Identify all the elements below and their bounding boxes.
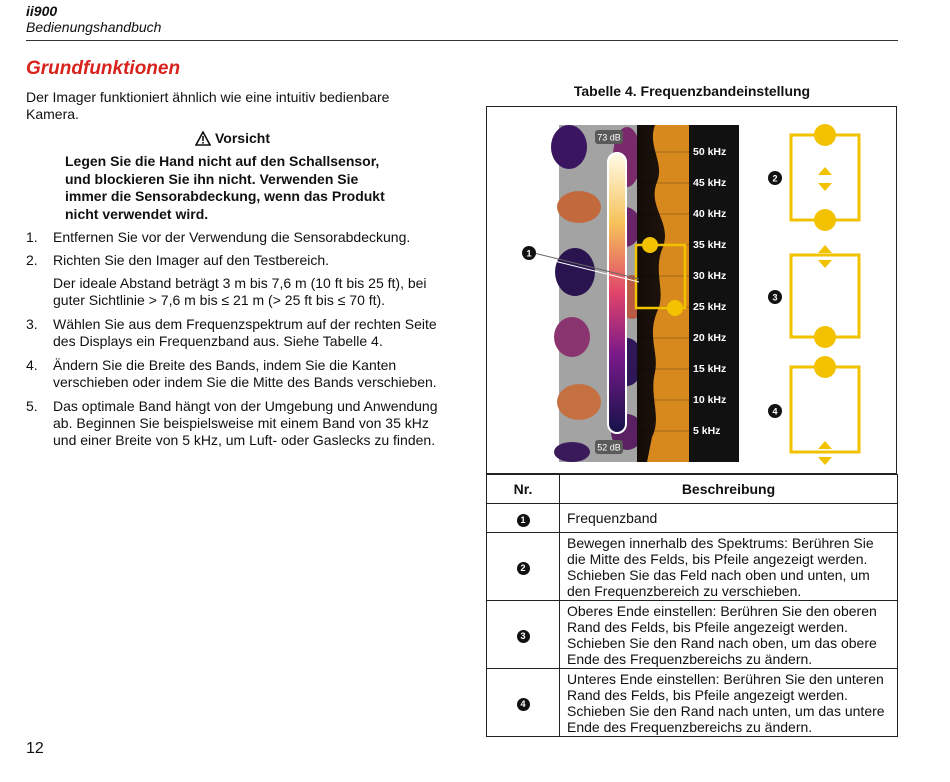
caution-title: Vorsicht — [215, 130, 270, 146]
row-number-badge: 2 — [517, 562, 530, 575]
step-1 — [26, 229, 441, 246]
table-row — [487, 669, 898, 737]
freq-label: 45 kHz — [693, 177, 727, 189]
freq-label: 10 kHz — [693, 394, 727, 406]
row-description: Frequenzband — [560, 504, 898, 533]
upper-edge-bottom-handle — [814, 326, 836, 348]
page-number: 12 — [26, 740, 44, 757]
arrow-down-icon — [818, 183, 832, 191]
freq-label: 25 kHz — [693, 301, 727, 313]
step-5 — [26, 398, 441, 449]
row-number-badge: 3 — [517, 630, 530, 643]
step-text: Ändern Sie die Breite des Bands, indem Sie die Kanten verschieben oder indem Sie die Mitte des Bands verschieben. — [53, 357, 437, 390]
step-number: 1. — [26, 229, 38, 245]
table-header-row — [487, 475, 898, 504]
freq-label: 20 kHz — [693, 332, 727, 344]
callout-1-label: 1 — [526, 248, 532, 259]
header-divider — [26, 40, 898, 41]
db-bottom-label: 52 dB — [597, 442, 621, 453]
caution-text: Legen Sie die Hand nicht auf den Schallsensor, und blockieren Sie ihn nicht. Verwenden Sie immer die Sensorabdeckung, wenn das Produkt nicht verwendet wird. — [65, 153, 385, 222]
callout-3-label: 3 — [772, 292, 778, 303]
db-scale-bar — [608, 153, 626, 433]
lower-edge-top-handle — [814, 356, 836, 378]
step-4 — [26, 357, 441, 391]
arrow-up-icon — [818, 441, 832, 449]
freq-label: 15 kHz — [693, 363, 727, 375]
row-description: Unteres Ende einstellen: Berühren Sie den unteren Rand des Felds, bis Pfeile angezeigt werden. Schieben Sie den Rand nach unten, um das untere Ende des Frequenzbereichs zu ändern. — [560, 669, 898, 737]
step-text: Richten Sie den Imager auf den Testbereich. — [53, 252, 330, 268]
move-band-box — [791, 135, 859, 220]
step-number: 5. — [26, 398, 38, 414]
row-description: Bewegen innerhalb des Spektrums: Berühren Sie die Mitte des Felds, bis Pfeile angezeigt werden. Schieben Sie das Feld nach oben und unten, um den Frequenzbereich zu verschieben. — [560, 533, 898, 601]
move-bottom-handle — [814, 209, 836, 231]
band-bottom-handle[interactable] — [667, 300, 683, 316]
frequency-band-figure — [487, 107, 898, 475]
freq-label-strip — [689, 125, 739, 462]
step-text: Das optimale Band hängt von der Umgebung und Anwendung ab. Beginnen Sie beispielsweise mit einem Band von 35 kHz und einer Breite von 5 kHz, um Luft- oder Gaslecks zu finden. — [53, 398, 438, 448]
step-number: 2. — [26, 252, 38, 268]
band-top-handle[interactable] — [642, 237, 658, 253]
manual-model: ii900 — [26, 3, 58, 19]
table-row — [487, 601, 898, 669]
manual-subtitle: Bedienungshandbuch — [26, 19, 162, 35]
column-header-nr: Nr. — [487, 475, 560, 504]
move-top-handle — [814, 124, 836, 146]
column-header-description: Beschreibung — [560, 475, 898, 504]
step-text: Entfernen Sie vor der Verwendung die Sensorabdeckung. — [53, 229, 411, 245]
callout-2-label: 2 — [772, 173, 778, 184]
description-table — [486, 474, 898, 737]
step-note: Der ideale Abstand beträgt 3 m bis 7,6 m (10 ft bis 25 ft), bei guter Sichtlinie > 7,6 m bis ≤ 21 m (> 25 ft bis ≤ 70 ft). — [53, 275, 427, 308]
arrow-down-icon — [818, 260, 832, 268]
freq-label: 5 kHz — [693, 425, 721, 437]
step-3 — [26, 316, 441, 350]
step-text: Wählen Sie aus dem Frequenzspektrum auf der rechten Seite des Displays ein Frequenzband aus. Siehe Tabelle 4. — [53, 316, 437, 349]
step-number: 4. — [26, 357, 38, 373]
figure-box — [486, 106, 897, 474]
row-number-badge: 4 — [517, 698, 530, 711]
step-number: 3. — [26, 316, 38, 332]
callout-4-label: 4 — [772, 406, 778, 417]
row-description: Oberes Ende einstellen: Berühren Sie den oberen Rand des Felds, bis Pfeile angezeigt werden. Schieben Sie den Rand nach oben, um das obere Ende des Frequenzbereichs zu ändern. — [560, 601, 898, 669]
table-row — [487, 533, 898, 601]
freq-label: 35 kHz — [693, 239, 727, 251]
arrow-up-icon — [818, 245, 832, 253]
warning-triangle-icon — [195, 131, 211, 146]
caution-heading — [195, 130, 270, 146]
freq-label: 30 kHz — [693, 270, 727, 282]
table-title: Tabelle 4. Frequenzbandeinstellung — [573, 83, 811, 99]
freq-label: 40 kHz — [693, 208, 727, 220]
intro-paragraph: Der Imager funktioniert ähnlich wie eine intuitiv bedienbare Kamera. — [26, 89, 390, 122]
section-title: Grundfunktionen — [26, 58, 181, 79]
lower-edge-box — [791, 367, 859, 452]
arrow-down-icon — [818, 457, 832, 465]
step-2 — [26, 252, 441, 309]
arrow-up-icon — [818, 167, 832, 175]
table-row — [487, 504, 898, 533]
db-top-label: 73 dB — [597, 132, 621, 143]
freq-label: 50 kHz — [693, 146, 727, 158]
row-number-badge: 1 — [517, 514, 530, 527]
